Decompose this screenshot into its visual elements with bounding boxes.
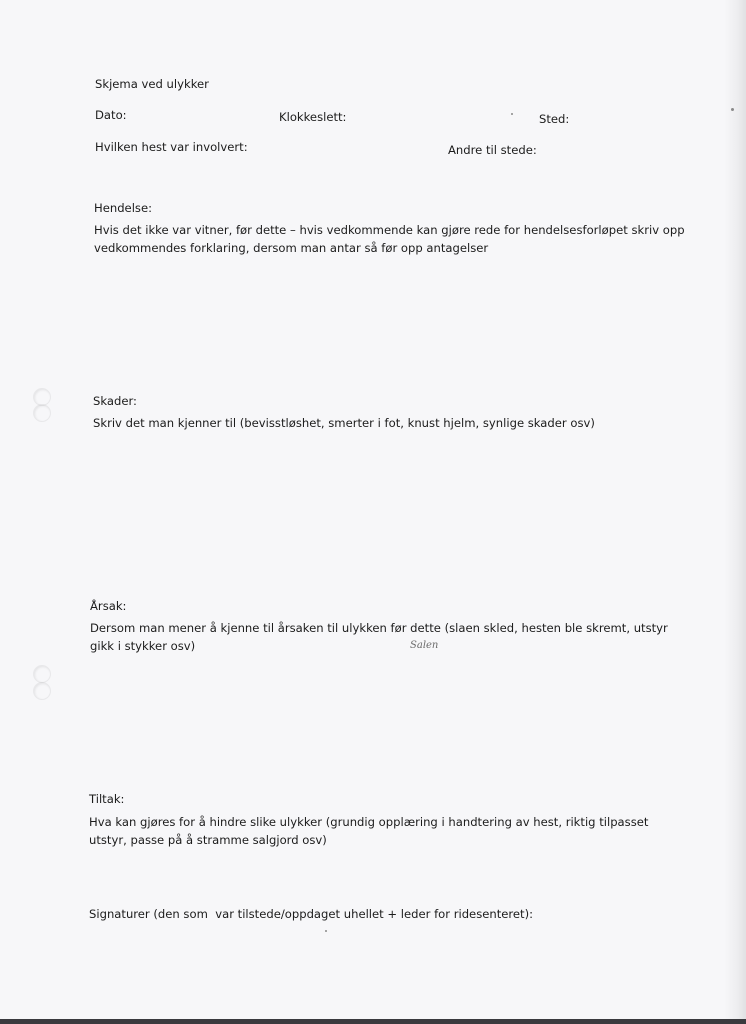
incident-instructions-line: Hvis det ikke var vitner, før dette – hvis vedkommende kan gjøre rede for hendelsesforløpet skriv opp [94, 223, 685, 237]
place-label: Sted: [539, 112, 570, 126]
signatures-label: Signaturer (den som var tilstede/oppdaget uhellet + leder for ridesenteret): [89, 907, 534, 921]
paper-edge-shadow [724, 0, 746, 1024]
punch-hole-icon [33, 404, 51, 422]
cause-instructions-line: Dersom man mener å kjenne til årsaken til ulykken før dette (slaen skled, hesten ble skremt, utstyr [90, 621, 668, 635]
dust-speck [325, 930, 327, 932]
measures-heading: Tiltak: [89, 792, 125, 806]
punch-hole-icon [33, 682, 51, 700]
injuries-instructions-line: Skriv det man kjenner til (bevisstløshet, smerter i fot, knust hjelm, synlige skader osv) [93, 416, 595, 430]
others-present-label: Andre til stede: [448, 143, 537, 157]
measures-instructions-line: utstyr, passe på å stramme salgjord osv) [89, 833, 327, 847]
injuries-heading: Skader: [93, 394, 137, 408]
scan-bottom-edge [0, 1019, 746, 1024]
punch-hole-icon [33, 665, 51, 683]
incident-instructions-line: vedkommendes forklaring, dersom man antar så før opp antagelser [94, 241, 489, 255]
dust-speck [731, 108, 734, 111]
date-label: Dato: [95, 108, 127, 122]
measures-instructions-line: Hva kan gjøres for å hindre slike ulykker (grundig opplæring i handtering av hest, riktig tilpasset [89, 815, 649, 829]
handwritten-note-text: Salen [410, 640, 439, 651]
dust-speck [511, 113, 513, 115]
horse-label: Hvilken hest var involvert: [95, 140, 248, 154]
incident-heading: Hendelse: [94, 201, 152, 215]
form-title: Skjema ved ulykker [95, 77, 209, 91]
handwritten-note [408, 636, 458, 654]
time-label: Klokkeslett: [279, 110, 347, 124]
cause-heading: Årsak: [90, 599, 127, 613]
cause-instructions-line: gikk i stykker osv) [90, 639, 196, 653]
